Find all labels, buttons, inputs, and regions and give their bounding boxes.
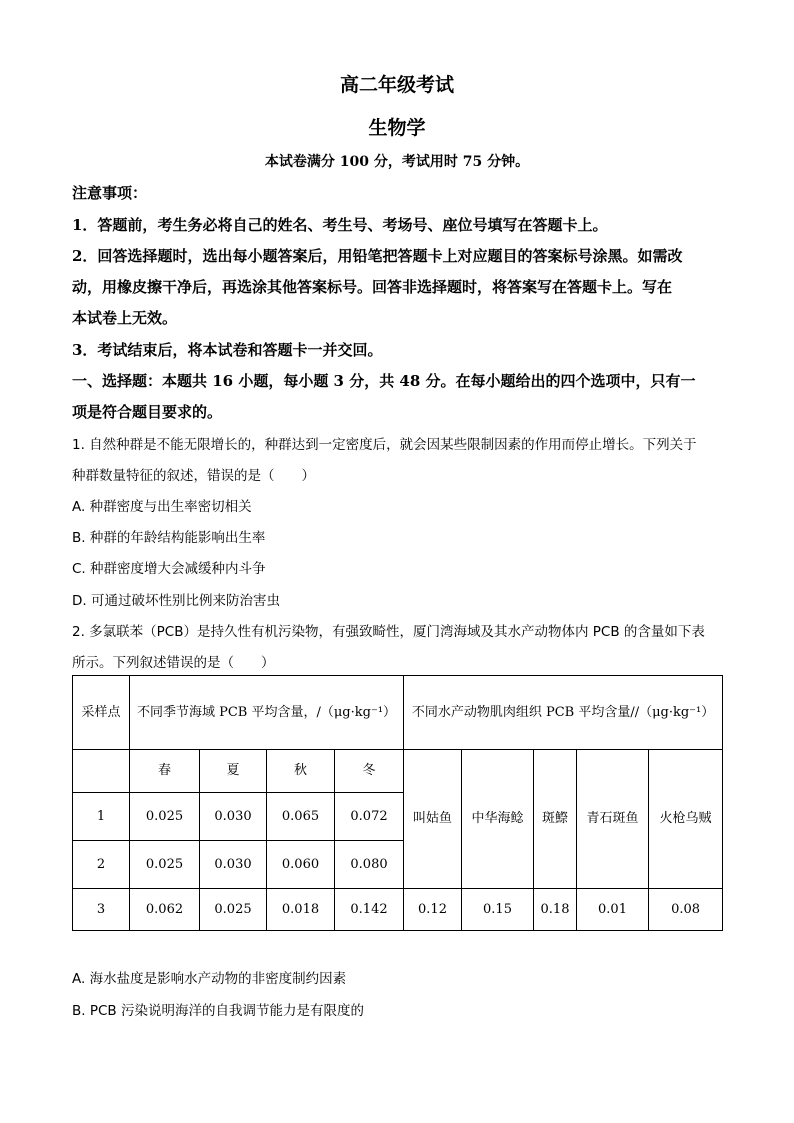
season-header-cell: 夏	[200, 750, 267, 793]
instruction-item-2-line-1: 2．回答选择题时，选出每小题答案后，用铅笔把答题卡上对应题目的答案标号涂黑。如需改	[72, 247, 683, 265]
value-cell: 0.030	[200, 793, 267, 841]
sample-point-cell: 1	[73, 793, 130, 841]
instruction-item-1: 1．答题前，考生务必将自己的姓名、考生号、考场号、座位号填写在答题卡上。	[72, 216, 608, 234]
season-header-cell: 秋	[267, 750, 335, 793]
season-header-cell: 春	[130, 750, 200, 793]
value-cell: 0.065	[267, 793, 335, 841]
animal-value-cell: 0.15	[462, 889, 534, 931]
empty-cell	[73, 750, 130, 793]
question-2-stem-line-1: 2. 多氯联苯（PCB）是持久性有机污染物，有强致畸性，厦门湾海域及其水产动物体内 PCB 的含量如下表	[72, 624, 705, 640]
animal-header-cell: 叫姑鱼	[404, 750, 462, 889]
value-cell: 0.060	[267, 841, 335, 889]
table-row	[73, 889, 723, 931]
value-cell: 0.018	[267, 889, 335, 931]
instruction-item-2-line-2: 动，用橡皮擦干净后，再选涂其他答案标号。回答非选择题时，将答案写在答题卡上。写在	[72, 278, 673, 296]
value-cell: 0.142	[335, 889, 404, 931]
sample-point-cell: 3	[73, 889, 130, 931]
season-header-cell: 冬	[335, 750, 404, 793]
section-1-heading-line-2: 项是符合题目要求的。	[72, 403, 223, 421]
section-1-heading-line-1: 一、选择题：本题共 16 小题，每小题 3 分，共 48 分。在每小题给出的四个选项中，只有一	[72, 372, 696, 390]
value-cell: 0.080	[335, 841, 404, 889]
animal-header-cell: 中华海鲶	[462, 750, 534, 889]
instructions-heading: 注意事项：	[72, 184, 148, 202]
value-cell: 0.025	[200, 889, 267, 931]
sample-point-header: 采样点	[73, 676, 130, 750]
question-1-option-b: B. 种群的年龄结构能影响出生率	[72, 530, 266, 546]
question-2-stem-line-2: 所示。下列叙述错误的是（ ）	[72, 655, 275, 671]
question-1-stem-line-2: 种群数量特征的叙述，错误的是（ ）	[72, 468, 315, 484]
animal-header-cell: 火枪乌贼	[649, 750, 723, 889]
season-pcb-header: 不同季节海域 PCB 平均含量，/（μg·kg⁻¹）	[130, 676, 404, 750]
question-1-option-d: D. 可通过破坏性别比例来防治害虫	[72, 593, 280, 609]
value-cell: 0.025	[130, 793, 200, 841]
question-2-option-a: A. 海水盐度是影响水产动物的非密度制约因素	[72, 971, 347, 987]
animal-header-cell: 青石斑鱼	[577, 750, 649, 889]
question-2-option-b: B. PCB 污染说明海洋的自我调节能力是有限度的	[72, 1003, 364, 1019]
animal-value-cell: 0.08	[649, 889, 723, 931]
value-cell: 0.072	[335, 793, 404, 841]
question-1-option-a: A. 种群密度与出生率密切相关	[72, 499, 252, 515]
sample-point-cell: 2	[73, 841, 130, 889]
subject-title: 生物学	[368, 117, 426, 139]
value-cell: 0.062	[130, 889, 200, 931]
pcb-table	[72, 675, 723, 931]
animal-value-cell: 0.18	[534, 889, 577, 931]
animal-header-cell: 斑鰶	[534, 750, 577, 889]
animal-value-cell: 0.01	[577, 889, 649, 931]
value-cell: 0.030	[200, 841, 267, 889]
question-1-option-c: C. 种群密度增大会减缓种内斗争	[72, 561, 266, 577]
instruction-item-3: 3．考试结束后，将本试卷和答题卡一并交回。	[72, 341, 383, 359]
animal-value-cell: 0.12	[404, 889, 462, 931]
animal-pcb-header: 不同水产动物肌肉组织 PCB 平均含量//（μg·kg⁻¹）	[404, 676, 723, 750]
value-cell: 0.025	[130, 841, 200, 889]
question-1-stem-line-1: 1. 自然种群是不能无限增长的，种群达到一定密度后，就会因某些限制因素的作用而停止增长。下列关于	[72, 437, 697, 453]
instruction-item-2-line-3: 本试卷上无效。	[72, 309, 178, 327]
exam-title: 高二年级考试	[339, 74, 454, 96]
exam-note: 本试卷满分 100 分，考试用时 75 分钟。	[264, 154, 530, 170]
